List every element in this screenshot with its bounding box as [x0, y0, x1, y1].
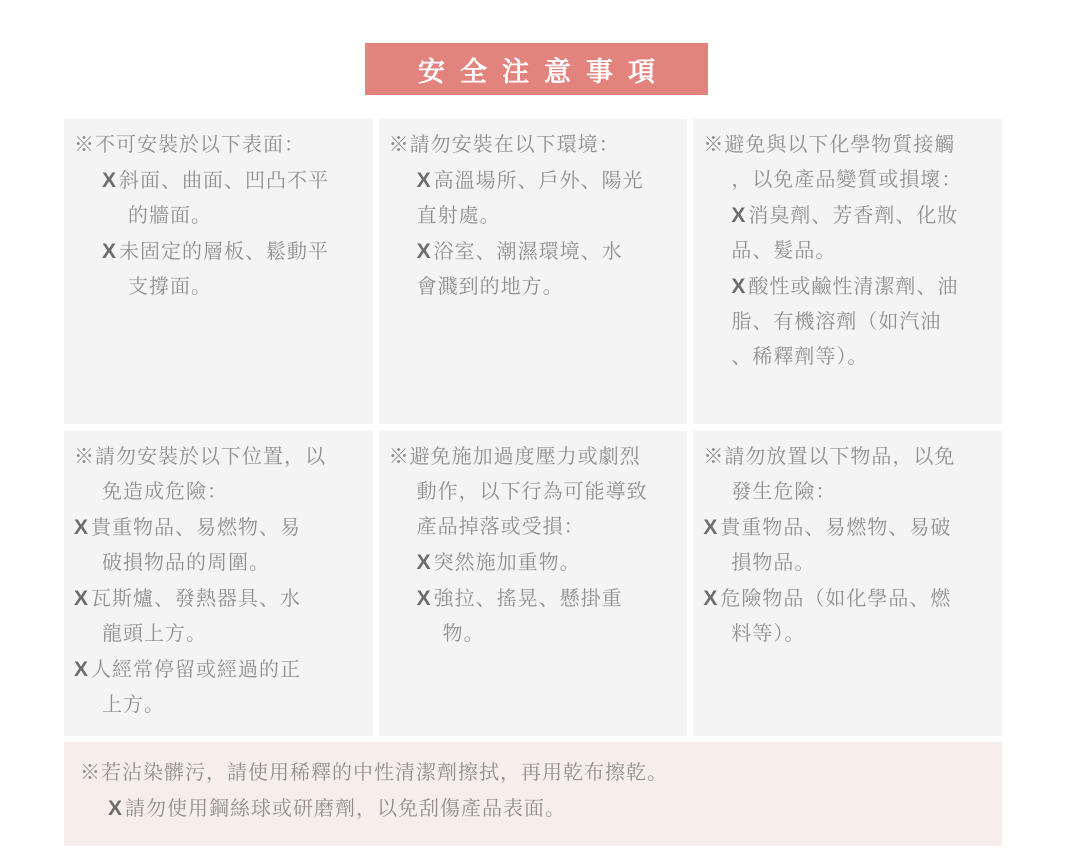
- warning-grid: [64, 119, 1002, 736]
- warning-text: 突然施加重物。: [433, 552, 581, 574]
- warning-text: ，以免產品變質或損壞：: [731, 169, 963, 191]
- warning-line: [389, 128, 678, 163]
- warning-text: 消臭劑、芳香劑、化妝: [748, 205, 959, 227]
- warning-text: 損物品。: [731, 552, 816, 574]
- warning-text: 物。: [442, 623, 485, 645]
- x-mark-icon: X: [108, 797, 124, 820]
- warning-line: [74, 163, 363, 199]
- warning-line: [389, 617, 678, 652]
- warning-text: 破損物品的周圍。: [102, 552, 270, 574]
- warning-text: 直射處。: [416, 205, 501, 227]
- x-mark-icon: X: [74, 516, 90, 539]
- warning-box-items-warning: [693, 431, 1002, 736]
- warning-line: [74, 440, 363, 475]
- warning-text: 斜面、曲面、凹凸不平: [119, 170, 330, 192]
- warning-line: [703, 269, 992, 305]
- warning-line: [703, 198, 992, 234]
- warning-line: [703, 546, 992, 581]
- warning-line: [74, 128, 363, 163]
- x-mark-icon: X: [731, 204, 747, 227]
- warning-text: 會濺到的地方。: [416, 276, 564, 298]
- warning-line: [74, 234, 363, 270]
- warning-line: [74, 546, 363, 581]
- warning-box-location-warning: [64, 431, 373, 736]
- warning-text: 發生危險：: [731, 481, 837, 503]
- x-mark-icon: X: [731, 275, 747, 298]
- warning-line: [74, 652, 363, 688]
- warning-line: [74, 199, 363, 234]
- warning-text: 動作，以下行為可能導致: [416, 481, 648, 503]
- warning-line: [703, 617, 992, 652]
- warning-line: [389, 581, 678, 617]
- warning-line: [703, 305, 992, 340]
- x-mark-icon: X: [74, 658, 90, 681]
- warning-line: [74, 688, 363, 723]
- warning-line: [80, 756, 986, 791]
- page-title: 安全注意事項: [418, 56, 670, 87]
- warning-text: 未固定的層板、鬆動平: [119, 241, 330, 263]
- warning-box-pressure-warning: [379, 431, 688, 736]
- warning-line: [74, 581, 363, 617]
- warning-text: 龍頭上方。: [102, 623, 207, 645]
- x-mark-icon: X: [416, 240, 432, 263]
- x-mark-icon: X: [703, 587, 719, 610]
- warning-text: ※請勿安裝在以下環境：: [388, 134, 620, 156]
- warning-line: [80, 791, 986, 827]
- x-mark-icon: X: [416, 551, 432, 574]
- warning-box-chemical-warning: [693, 119, 1002, 424]
- warning-line: [74, 270, 363, 305]
- warning-text: 危險物品（如化學品、燃: [720, 588, 952, 610]
- warning-line: [389, 510, 678, 545]
- warning-line: [703, 340, 992, 375]
- warning-line: [703, 234, 992, 269]
- warning-line: [389, 199, 678, 234]
- warning-text: 的牆面。: [128, 205, 212, 227]
- warning-text: 、稀釋劑等）。: [731, 346, 869, 368]
- warning-line: [703, 510, 992, 546]
- warning-line: [389, 475, 678, 510]
- x-mark-icon: X: [74, 587, 90, 610]
- warning-text: 產品掉落或受損：: [416, 516, 585, 538]
- warning-line: [703, 475, 992, 510]
- warning-text: 人經常停留或經過的正: [91, 659, 302, 681]
- x-mark-icon: X: [416, 587, 432, 610]
- x-mark-icon: X: [416, 169, 432, 192]
- warning-text: 請勿使用鋼絲球或研磨劑，以免刮傷產品表面。: [125, 798, 567, 820]
- warning-text: 酸性或鹼性清潔劑、油: [748, 276, 959, 298]
- warning-line: [389, 545, 678, 581]
- x-mark-icon: X: [102, 240, 118, 263]
- warning-text: 貴重物品、易燃物、易: [91, 517, 302, 539]
- warning-text: ※避免與以下化學物質接觸: [703, 134, 956, 156]
- warning-line: [74, 617, 363, 652]
- warning-line: [389, 234, 678, 270]
- warning-text: 上方。: [102, 694, 165, 716]
- warning-box-surface-warning: [64, 119, 373, 424]
- warning-line: [703, 440, 992, 475]
- warning-text: 料等）。: [731, 623, 806, 645]
- page-title-banner: [365, 43, 708, 95]
- warning-text: 品、髮品。: [731, 240, 837, 262]
- warning-box-environment-warning: [379, 119, 688, 424]
- warning-line: [74, 475, 363, 510]
- warning-line: [703, 128, 992, 163]
- warning-text: ※請勿放置以下物品，以免: [703, 446, 956, 468]
- warning-text: 脂、有機溶劑（如汽油: [731, 311, 942, 333]
- warning-text: ※若沾染髒污，請使用稀釋的中性清潔劑擦拭，再用乾布擦乾。: [80, 762, 668, 784]
- warning-text: 強拉、搖晃、懸掛重: [433, 588, 623, 610]
- warning-text: ※不可安裝於以下表面：: [74, 134, 305, 156]
- x-mark-icon: X: [102, 169, 118, 192]
- warning-text: 高溫場所、戶外、陽光: [433, 170, 644, 192]
- warning-text: 支撐面。: [128, 276, 212, 298]
- warning-text: ※請勿安裝於以下位置，以: [74, 446, 326, 468]
- warning-line: [389, 163, 678, 199]
- cleaning-note-box: [64, 742, 1002, 846]
- warning-text: ※避免施加過度壓力或劇烈: [388, 446, 641, 468]
- warning-text: 浴室、潮濕環境、水: [433, 241, 623, 263]
- warning-line: [703, 581, 992, 617]
- warning-text: 免造成危險：: [102, 481, 228, 503]
- warning-text: 瓦斯爐、發熱器具、水: [91, 588, 302, 610]
- warning-text: 貴重物品、易燃物、易破: [720, 517, 952, 539]
- warning-line: [74, 510, 363, 546]
- warning-line: [389, 440, 678, 475]
- warning-line: [703, 163, 992, 198]
- x-mark-icon: X: [703, 516, 719, 539]
- warning-line: [389, 270, 678, 305]
